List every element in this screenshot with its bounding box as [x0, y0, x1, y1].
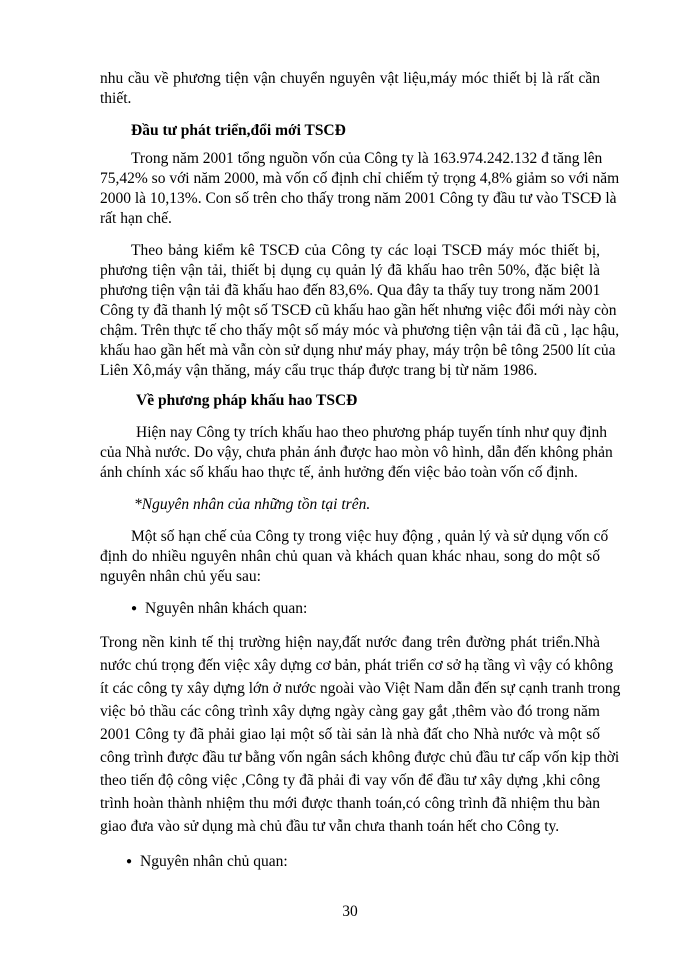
paragraph-line: Liên Xô,máy vận thăng, máy cẩu trục tháp được trang bị từ năm 1986. — [100, 362, 538, 379]
italic-subheading: *Nguyên nhân của những tồn tại trên. — [134, 496, 371, 513]
paragraph-line: giao đưa vào sử dụng mà chủ đầu tư vẫn chưa thanh toán hết cho Công ty. — [100, 818, 560, 835]
paragraph-line: Trong năm 2001 tổng nguồn vốn của Công ty là 163.974.242.132 đ tăng lên — [131, 150, 603, 167]
bullet-item: Nguyên nhân chủ quan: — [140, 853, 288, 870]
page-number: 30 — [342, 903, 358, 920]
paragraph-line: định do nhiều nguyên nhân chủ quan và khách quan khác nhau, song do một số — [100, 548, 600, 565]
paragraph-line: công trình được đầu tư bằng vốn ngân sách không được chủ đầu tư cấp vốn kịp thời — [100, 749, 620, 766]
paragraph-line: phương tiện vận tải đã khấu hao đến 83,6%. Qua đây ta thấy tuy trong năm 2001 — [100, 282, 601, 299]
paragraph-line: 2000 là 10,13%. Con số trên cho thấy trong năm 2001 Công ty đầu tư vào TSCĐ là — [100, 190, 617, 207]
paragraph-line: Một số hạn chế của Công ty trong việc huy động , quản lý và sử dụng vốn cố — [131, 528, 609, 545]
paragraph-line: phương tiện vận tải, thiết bị dụng cụ quản lý đã khấu hao trên 50%, đặc biệt là — [100, 262, 600, 279]
paragraph-line: ít các công ty xây dựng lớn ở nước ngoài vào Việt Nam dẫn đến sự cạnh tranh trong — [100, 680, 621, 697]
paragraph-line: ánh chính xác số khấu hao thực tế, ảnh hưởng đến việc bảo toàn vốn cố định. — [100, 464, 578, 481]
section-heading: Về phương pháp khấu hao TSCĐ — [136, 392, 358, 409]
paragraph-line: chậm. Trên thực tế cho thấy một số máy móc và phương tiện vận tải đã cũ , lạc hậu, — [100, 322, 620, 339]
paragraph-line: 2001 Công ty đã phải giao lại một số tài sản là nhà đất cho Nhà nước và một số — [100, 726, 600, 743]
bullet-icon: ● — [126, 856, 133, 867]
paragraph-line: khấu hao gần hết mà vẫn còn sử dụng như máy phay, máy trộn bê tông 2500 lít của — [100, 342, 616, 359]
paragraph-line: 75,42% so với năm 2000, mà vốn cố định chỉ chiếm tỷ trọng 4,8% giảm so với năm — [100, 170, 620, 187]
paragraph-line: Theo bảng kiểm kê TSCĐ của Công ty các loại TSCĐ máy móc thiết bị, — [131, 242, 600, 259]
paragraph-line: nhu cầu về phương tiện vận chuyển nguyên vật liệu,máy móc thiết bị là rất cần — [100, 70, 600, 87]
paragraph-line: Hiện nay Công ty trích khấu hao theo phương pháp tuyến tính như quy định — [136, 424, 607, 441]
paragraph-line: rất hạn chế. — [100, 210, 172, 227]
paragraph-line: Trong nền kinh tế thị trường hiện nay,đất nước đang trên đường phát triển.Nhà — [100, 634, 600, 651]
bullet-item: Nguyên nhân khách quan: — [145, 600, 308, 617]
paragraph-line: trình hoàn thành nhiệm thu mới được thanh toán,có công trình đã nhiệm thu bàn — [100, 795, 600, 812]
bullet-icon: ● — [131, 603, 138, 614]
paragraph-line: thiết. — [100, 90, 132, 107]
paragraph-line: của Nhà nước. Do vậy, chưa phản ánh được hao mòn vô hình, dẫn đến không phản — [100, 444, 613, 461]
paragraph-line: nước chú trọng đến việc xây dựng cơ bản, phát triển cơ sở hạ tầng vì vậy có không — [100, 657, 614, 674]
paragraph-line: việc bỏ thầu các công trình xây dựng ngày càng gay gắt ,thêm vào đó trong năm — [100, 703, 600, 720]
paragraph-line: nguyên nhân chủ yếu sau: — [100, 568, 261, 585]
section-heading: Đầu tư phát triển,đổi mới TSCĐ — [131, 122, 346, 139]
paragraph-line: theo tiến độ công việc ,Công ty đã phải đi vay vốn để đầu tư xây dựng ,khi công — [100, 772, 600, 789]
paragraph-line: Công ty đã thanh lý một số TSCĐ cũ khấu hao gần hết nhưng việc đổi mới này còn — [100, 302, 617, 319]
